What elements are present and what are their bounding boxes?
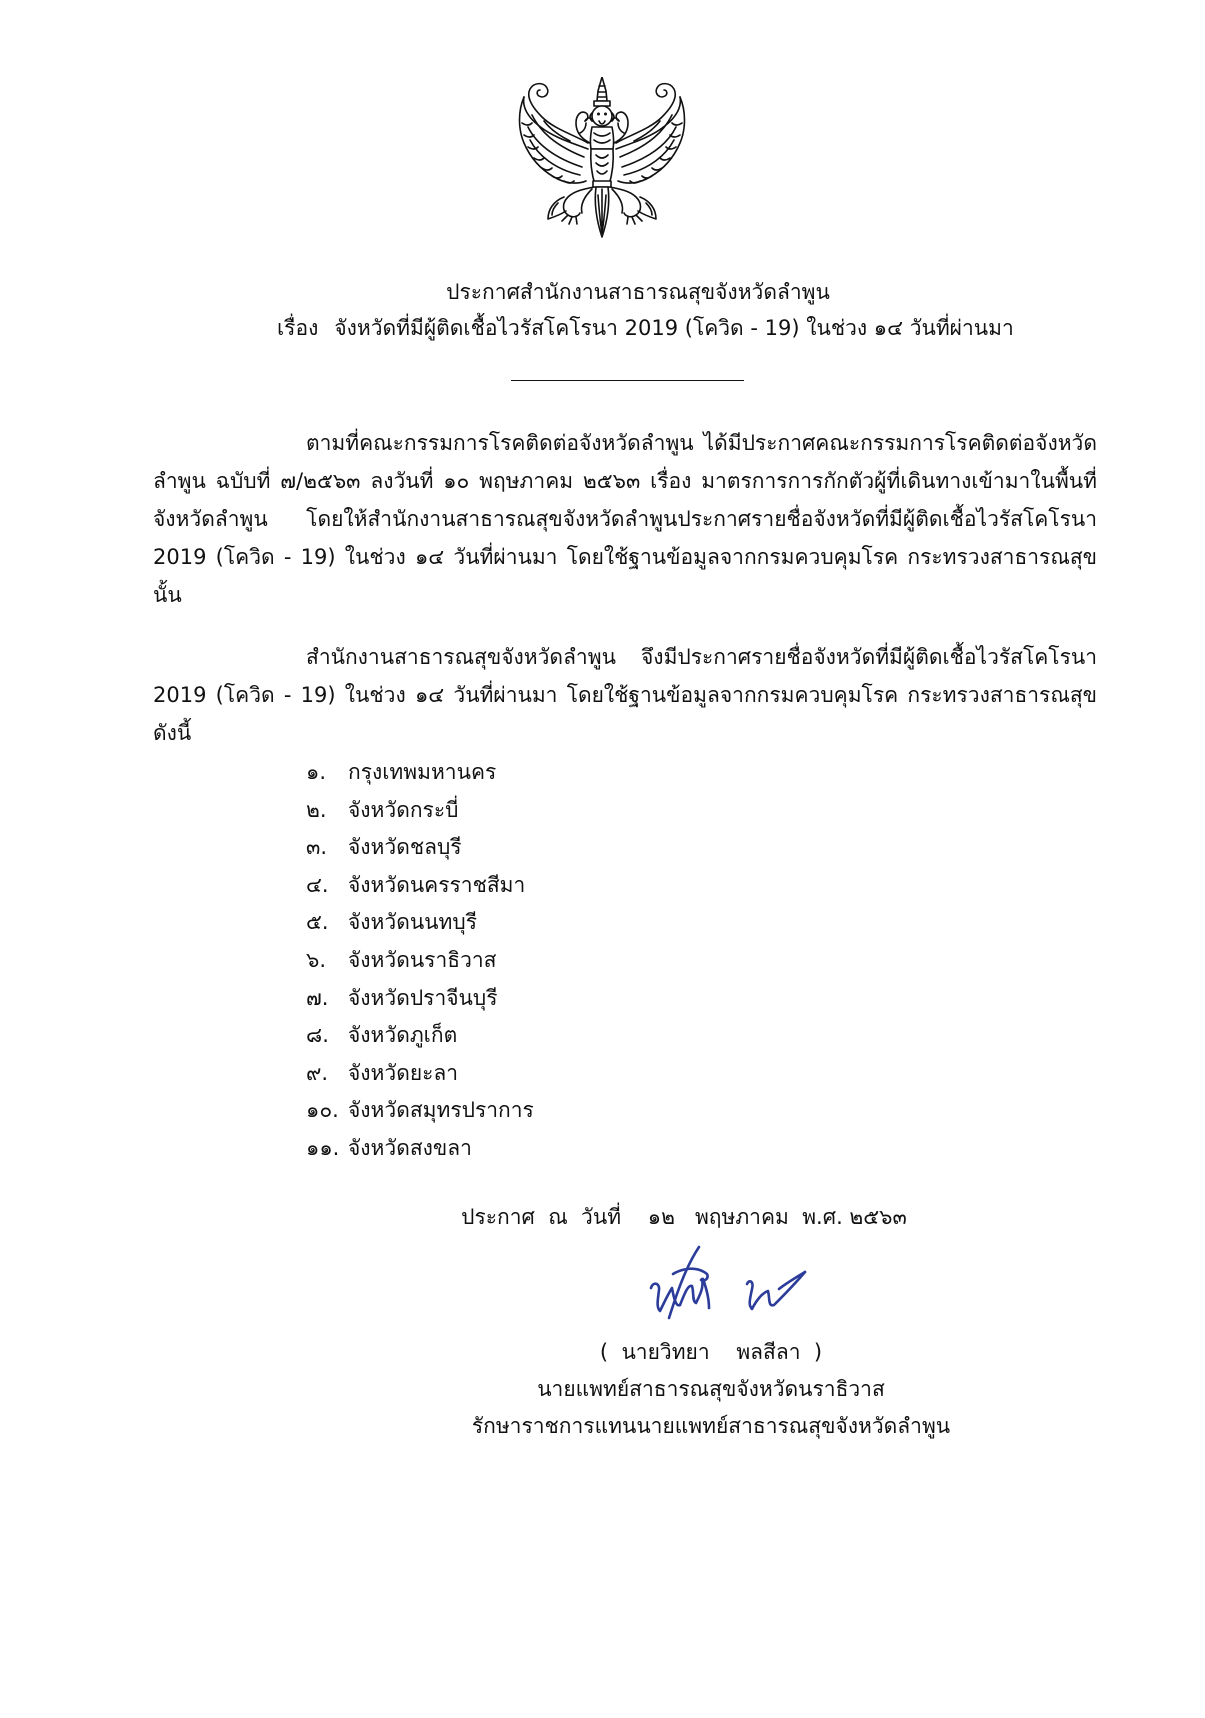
list-item-number: ๖. xyxy=(306,947,327,972)
announcement-date: ประกาศ ณ วันที่ ๑๒ พฤษภาคม พ.ศ. ๒๕๖๓ xyxy=(461,1204,907,1229)
signatory-name: ( นายวิทยา พลสีลา ) xyxy=(599,1339,823,1364)
list-item-number: ๑. xyxy=(306,760,327,784)
list-item xyxy=(306,904,1097,942)
list-item-text: จังหวัดภูเก็ต xyxy=(348,1023,458,1048)
handwritten-signature xyxy=(643,1244,813,1334)
list-item-text: จังหวัดสงขลา xyxy=(348,1135,472,1160)
list-item xyxy=(306,1130,1097,1168)
list-item-text: จังหวัดนราธิวาส xyxy=(348,947,497,972)
signatory-position: นายแพทย์สาธารณสุขจังหวัดนราธิวาส xyxy=(537,1376,885,1401)
list-item xyxy=(306,980,1097,1018)
paragraph-announcement: สำนักงานสาธารณสุขจังหวัดลำพูน จึงมีประกาศรายชื่อจังหวัดที่มีผู้ติดเชื้อไวรัสโคโรนา 2019 (โควิด - 19) ในช่วง ๑๔ วันที่ผ่านมา โดยใช้ฐานข้อมูลจากกรมควบคุมโรค กระทรวงสาธารณสุข ดังนี้ xyxy=(153,645,1097,745)
list-item xyxy=(306,829,1097,867)
list-item-text: กรุงเทพมหานคร xyxy=(348,760,497,784)
list-item-number: ๒. xyxy=(306,797,327,822)
list-item-text: จังหวัดนครราชสีมา xyxy=(348,872,526,897)
list-item-number: ๔. xyxy=(306,872,329,897)
list-item xyxy=(306,1092,1097,1130)
list-item-text: จังหวัดกระบี่ xyxy=(348,797,459,822)
list-item-number: ๙. xyxy=(306,1060,329,1085)
subject-text: จังหวัดที่มีผู้ติดเชื้อไวรัสโคโรนา 2019 (โควิด - 19) ในช่วง ๑๔ วันที่ผ่านมา xyxy=(334,316,1014,340)
list-item-text: จังหวัดปราจีนบุรี xyxy=(348,985,498,1010)
province-list xyxy=(306,754,1097,1168)
subject-line xyxy=(277,309,1157,347)
list-item xyxy=(306,754,1097,792)
list-item xyxy=(306,867,1097,905)
list-item-number: ๑๑. xyxy=(306,1135,340,1160)
list-item-text: จังหวัดชลบุรี xyxy=(348,835,462,860)
signature-area xyxy=(153,1236,1097,1334)
paragraph-background: ตามที่คณะกรรมการโรคติดต่อจังหวัดลำพูน ได้มีประกาศคณะกรรมการโรคติดต่อจังหวัดลำพูน ฉบับที่ ๗/๒๕๖๓ ลงวันที่ ๑๐ พฤษภาคม ๒๕๖๓ เรื่อง มาตรการการกักตัวผู้ที่เดินทางเข้ามาในพื้นที่จังหวัดลำพูน โดยให้สำนักงานสาธารณสุขจังหวัดลำพูนประกาศรายชื่อจังหวัดที่มีผู้ติดเชื้อไวรัสโคโรนา 2019 (โควิด - 19) ในช่วง ๑๔ วันที่ผ่านมา โดยใช้ฐานข้อมูลจากกรมควบคุมโรค กระทรวงสาธารณสุข นั้น xyxy=(153,431,1097,607)
list-item-text: จังหวัดยะลา xyxy=(348,1060,459,1085)
list-item-number: ๓. xyxy=(306,835,328,860)
subject-label: เรื่อง xyxy=(277,316,319,340)
list-item xyxy=(306,942,1097,980)
list-item-number: ๘. xyxy=(306,1023,329,1048)
signatory-acting-position: รักษาราชการแทนนายแพทย์สาธารณสุขจังหวัดลำพูน xyxy=(471,1413,951,1438)
list-item-number: ๕. xyxy=(306,910,329,935)
garuda-emblem-icon xyxy=(514,77,690,239)
list-item xyxy=(306,1055,1097,1093)
list-item xyxy=(306,1017,1097,1055)
list-item-number: ๑๐. xyxy=(306,1098,339,1123)
list-item-number: ๗. xyxy=(306,985,329,1010)
list-item xyxy=(306,792,1097,830)
signatory-block xyxy=(411,1334,1011,1445)
list-item-text: จังหวัดสมุทรปราการ xyxy=(348,1098,534,1123)
announcement-body xyxy=(153,424,1097,1445)
title-divider xyxy=(511,380,744,381)
list-item-text: จังหวัดนนทบุรี xyxy=(348,910,477,935)
announcement-title: ประกาศสำนักงานสาธารณสุขจังหวัดลำพูน xyxy=(446,280,830,304)
